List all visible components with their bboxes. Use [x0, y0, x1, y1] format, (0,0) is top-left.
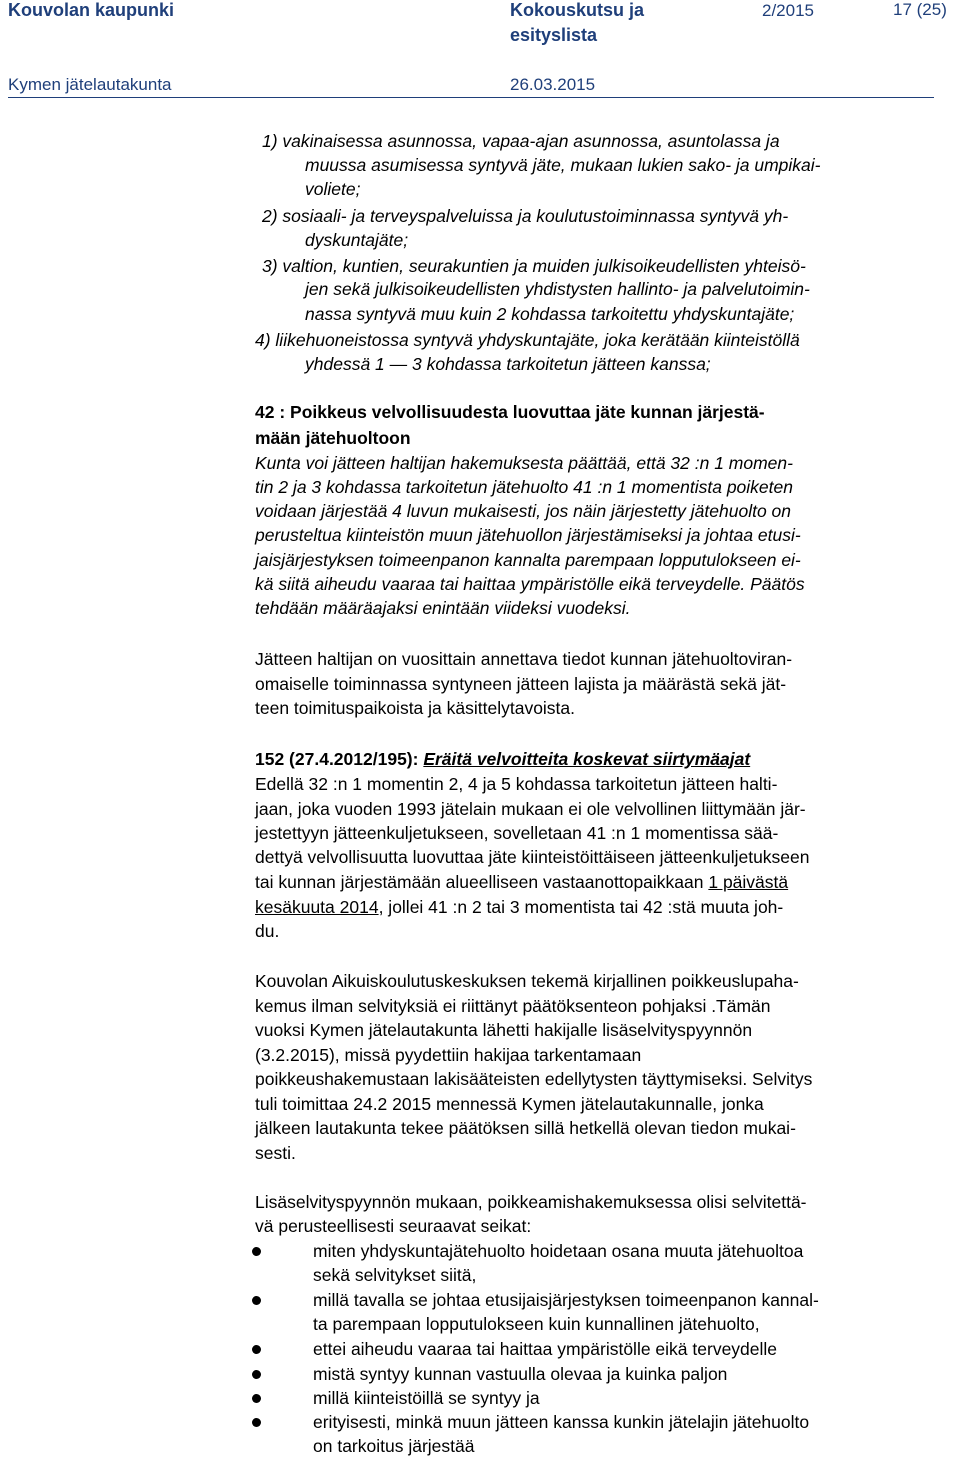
bullet-dot [252, 1247, 261, 1256]
bullet-dot [252, 1345, 261, 1354]
section-42-body-line: tehdään määräajaksi enintään viideksi vuodeksi. [255, 598, 631, 618]
header-doc-type-line1: Kokouskutsu ja [510, 0, 645, 20]
bullet-dot [252, 1394, 261, 1403]
section-152-body-line: jaan, joka vuoden 1993 jätelain mukaan ei ole velvollinen liittymään jär- [255, 799, 806, 819]
bullet-item-line: millä tavalla se johtaa etusijaisjärjestyksen toimeenpanon kannal- [313, 1290, 819, 1310]
list-item-3-line1: 3) valtion, kuntien, seurakuntien ja muiden julkisoikeudellisten yhteisö- [262, 256, 806, 276]
reporting-paragraph-line: Jätteen haltijan on vuosittain annettava tiedot kunnan jätehuoltoviran- [255, 649, 793, 669]
list-item-4-line1: 4) liikehuoneistossa syntyvä yhdyskuntajäte, joka kerätään kiinteistöllä [255, 330, 800, 350]
header-org: Kouvolan kaupunki [8, 0, 175, 20]
request-paragraph-line: vä perusteellisesti seuraavat seikat: [255, 1216, 532, 1236]
section-152-heading [255, 747, 750, 771]
application-paragraph-line: jälkeen lautakunta tekee päätöksen sillä hetkellä olevan tiedon mukai- [255, 1118, 796, 1138]
section-152-body-line: dettyä velvollisuutta luovuttaa jäte kiinteistöittäiseen jätteenkuljetukseen [255, 847, 810, 867]
bullet-item-line: ta parempaan lopputulokseen kuin kunnallinen jätehuolto, [313, 1314, 760, 1334]
section-42-body-line: jaisjärjestyksen toimeenpanon kannalta parempaan lopputulokseen ei- [255, 550, 801, 570]
application-paragraph-line: (3.2.2015), missä pyydettiin hakijaa tarkentamaan [255, 1045, 642, 1065]
header-divider [8, 97, 934, 98]
application-paragraph-line: sesti. [255, 1143, 296, 1163]
bullet-item-line: ettei aiheudu vaaraa tai haittaa ympäristölle eikä terveydelle [313, 1339, 778, 1359]
bullet-dot [252, 1418, 261, 1427]
section-152-line6-text: , jollei 41 :n 2 tai 3 momentista tai 42 :stä muuta joh- [378, 897, 784, 917]
application-paragraph-line: kemus ilman selvityksiä ei riittänyt päätöksenteon pohjaksi .Tämän [255, 996, 771, 1016]
bullet-item-line: miten yhdyskuntajätehuolto hoidetaan osana muuta jätehuoltoa [313, 1241, 804, 1261]
header-page-number: 17 (25) [893, 0, 947, 19]
section-152-body-line: du. [255, 921, 280, 941]
bullet-item-line: on tarkoitus järjestää [313, 1436, 475, 1456]
list-item-1-line3: voliete; [305, 179, 361, 199]
section-152-body-line: Edellä 32 :n 1 momentin 2, 4 ja 5 kohdassa tarkoitetun jätteen halti- [255, 774, 778, 794]
bullet-dot [252, 1370, 261, 1379]
list-item-1-line2: muussa asumisessa syntyvä jäte, mukaan lukien sako- ja umpikai- [305, 155, 821, 175]
section-152-body-line: jestettyyn jätteenkuljetukseen, sovelletaan 41 :n 1 momentissa sää- [255, 823, 779, 843]
list-item-3-line3: nassa syntyvä muu kuin 2 kohdassa tarkoitettu yhdyskuntajäte; [305, 304, 795, 324]
section-42-body-line: voidaan järjestää 4 luvun mukaisesti, jos näin järjestetty jätehuolto on [255, 501, 792, 521]
header-meeting-number: 2/2015 [762, 1, 814, 20]
list-item-1-line1: 1) vakinaisessa asunnossa, vapaa-ajan asunnossa, asuntolassa ja [262, 131, 780, 151]
header-board: Kymen jätelautakunta [8, 75, 172, 94]
section-152-body-line [255, 895, 783, 919]
section-152-line5-underlined: 1 päivästä [708, 872, 789, 892]
section-42-heading-line1: 42 : Poikkeus velvollisuudesta luovuttaa jäte kunnan järjestä- [255, 402, 765, 422]
list-item-2-line2: dyskuntajäte; [305, 230, 409, 250]
section-152-heading-ref: 152 (27.4.2012/195): [255, 749, 424, 769]
bullet-item-line: sekä selvitykset siitä, [313, 1265, 477, 1285]
bullet-dot [252, 1296, 261, 1305]
application-paragraph-line: vuoksi Kymen jätelautakunta lähetti hakijalle lisäselvityspyynnön [255, 1020, 753, 1040]
section-42-body-line: kä siitä aiheudu vaaraa tai haittaa ympäristölle eikä terveydelle. Päätös [255, 574, 805, 594]
application-paragraph-line: tuli toimittaa 24.2 2015 mennessä Kymen jätelautakunnalle, jonka [255, 1094, 764, 1114]
section-42-heading-line2: mään jätehuoltoon [255, 428, 411, 448]
section-152-heading-title: Eräitä velvoitteita koskevat siirtymäajat [423, 749, 751, 769]
bullet-item-line: mistä syntyy kunnan vastuulla olevaa ja kuinka paljon [313, 1364, 728, 1384]
section-152-line5-text: tai kunnan järjestämään alueelliseen vastaanottopaikkaan [255, 872, 709, 892]
section-42-body-line: tin 2 ja 3 kohdassa tarkoitetun jätehuolto 41 :n 1 momentista poiketen [255, 477, 793, 497]
application-paragraph-line: poikkeushakemustaan lakisääteisten edellytysten täyttymiseksi. Selvitys [255, 1069, 813, 1089]
request-paragraph-line: Lisäselvityspyynnön mukaan, poikkeamishakemuksessa olisi selvitettä- [255, 1192, 807, 1212]
bullet-item-line: millä kiinteistöillä se syntyy ja [313, 1388, 540, 1408]
header-doc-type-line2: esityslista [510, 25, 598, 45]
bullet-item-line: erityisesti, minkä muun jätteen kanssa kunkin jätelajin jätehuolto [313, 1412, 810, 1432]
list-item-3-line2: jen sekä julkisoikeudellisten yhdistysten hallinto- ja palvelutoimin- [305, 279, 810, 299]
reporting-paragraph-line: omaiselle toiminnassa syntyneen jätteen lajista ja määrästä sekä jät- [255, 674, 787, 694]
section-42-body-line: perusteltua kiinteistön muun jätehuollon järjestämiseksi ja johtaa etusi- [255, 525, 801, 545]
application-paragraph-line: Kouvolan Aikuiskoulutuskeskuksen tekemä kirjallinen poikkeuslupaha- [255, 971, 799, 991]
list-item-4-line2: yhdessä 1 — 3 kohdassa tarkoitetun jätteen kanssa; [305, 354, 711, 374]
section-152-line6-underlined: kesäkuuta 2014 [255, 897, 379, 917]
reporting-paragraph-line: teen toimituspaikoista ja käsittelytavoista. [255, 698, 576, 718]
list-item-2-line1: 2) sosiaali- ja terveyspalveluissa ja koulutustoiminnassa syntyvä yh- [262, 206, 789, 226]
section-152-body-line [255, 870, 788, 894]
section-42-body-line: Kunta voi jätteen haltijan hakemuksesta päättää, että 32 :n 1 momen- [255, 453, 793, 473]
header-date: 26.03.2015 [510, 75, 596, 94]
